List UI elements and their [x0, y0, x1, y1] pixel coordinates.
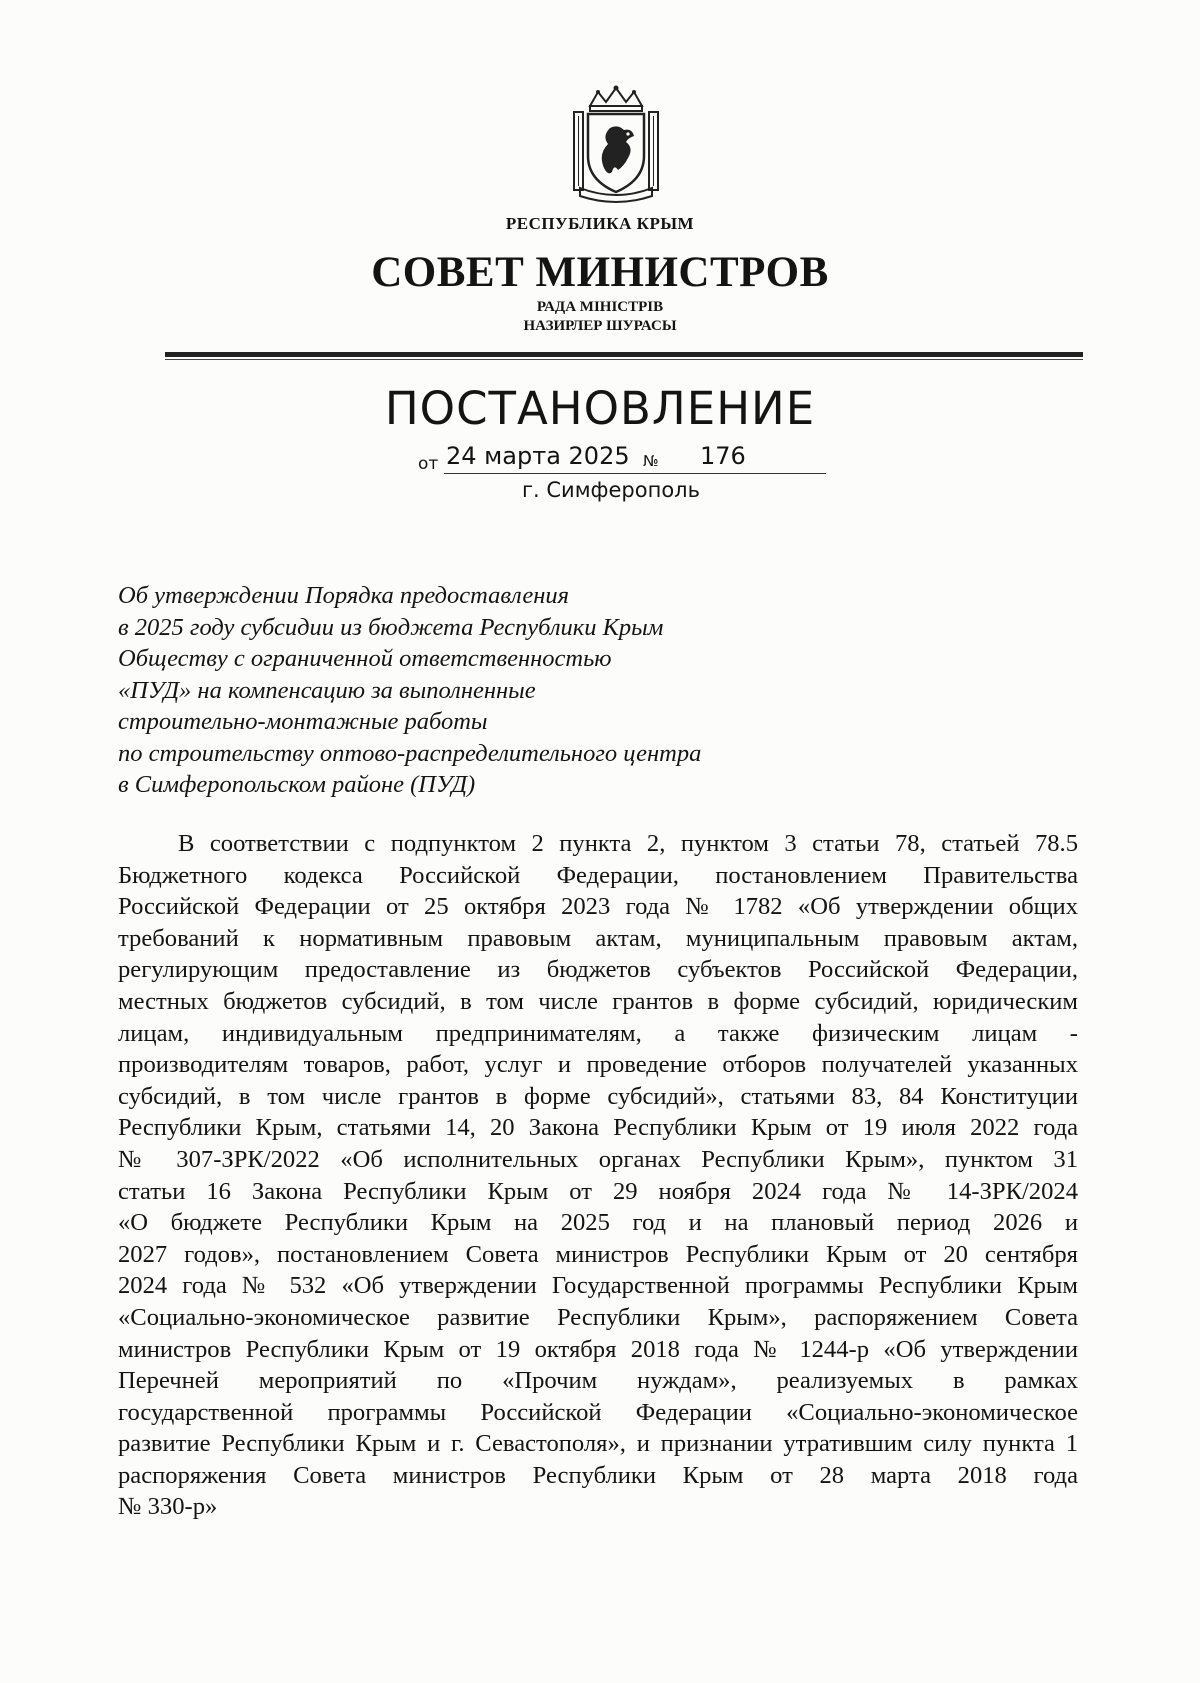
body-line: регулирующим предоставление из бюджетов субъектов Российской Федерации, [118, 956, 1078, 984]
subject-line: Обществу с ограниченной ответственностью [118, 645, 612, 672]
body-line: статьи 16 Закона Республики Крым от 29 ноября 2024 года № 14-ЗРК/2024 [118, 1177, 1078, 1205]
body-line: № 307-ЗРК/2022 «Об исполнительных органах Республики Крым», пунктом 31 [118, 1145, 1078, 1173]
council-title-ukrainian: РАДА МІНІСТРІВ [536, 299, 664, 315]
body-line: № 330-р» [118, 1493, 218, 1521]
header-divider-thick [165, 352, 1083, 357]
republic-name: РЕСПУБЛИКА КРЫМ [505, 214, 695, 233]
body-line: развитие Республики Крым и г. Севастополя», и признании утратившим силу пункта 1 [118, 1430, 1078, 1458]
council-title-crimean-tatar: НАЗИРЛЕР ШУРАСЫ [523, 318, 677, 334]
number-sign: № [643, 452, 659, 470]
council-title-translations [0, 298, 1200, 336]
decree-date-number-line [418, 438, 828, 478]
body-line: «О бюджете Республики Крым на 2025 год и на плановый период 2026 и [118, 1209, 1078, 1237]
body-line: лицам, индивидуальным предпринимателям, а также физическим лицам - [118, 1019, 1078, 1047]
subject-line: в Симферопольском районе (ПУД) [118, 771, 476, 798]
subject-line: «ПУД» на компенсацию за выполненные [118, 676, 536, 704]
body-line: Республики Крым, статьями 14, 20 Закона Республики Крым от 19 июля 2022 года [118, 1114, 1078, 1142]
subject-line: в 2025 году субсидии из бюджета Республики Крым [118, 613, 664, 641]
body-line: 2027 годов», постановлением Совета министров Республики Крым от 20 сентября [118, 1240, 1078, 1268]
decree-subject [118, 580, 838, 801]
body-line: «Социально-экономическое развитие Республики Крым», распоряжением Совета [118, 1303, 1078, 1331]
decree-date: 24 марта 2025 [446, 442, 630, 470]
body-line: В соответствии с подпунктом 2 пункта 2, пунктом 3 статьи 78, статьей 78.5 [178, 830, 1078, 857]
preamble-paragraph [118, 828, 1078, 1523]
body-line: Бюджетного кодекса Российской Федерации, постановлением Правительства [118, 861, 1078, 889]
header-divider-thin [165, 359, 1083, 360]
subject-line: строительно-монтажные работы [118, 708, 488, 735]
body-line: государственной программы Российской Федерации «Социально-экономическое [118, 1398, 1078, 1426]
body-line: 2024 года № 532 «Об утверждении Государственной программы Республики Крым [118, 1272, 1078, 1300]
body-line: Российской Федерации от 25 октября 2023 года № 1782 «Об утверждении общих [118, 893, 1078, 921]
body-line: министров Республики Крым от 19 октября 2018 года № 1244-р «Об утверждении [118, 1335, 1078, 1363]
document-type-title: ПОСТАНОВЛЕНИЕ [384, 382, 816, 435]
subject-line: Об утверждении Порядка предоставления [118, 582, 569, 609]
body-line: распоряжения Совета министров Республики Крым от 28 марта 2018 года [118, 1461, 1078, 1489]
body-line: Перечней мероприятий по «Прочим нуждам», реализуемых в рамках [118, 1367, 1078, 1395]
subject-line: по строительству оптово-распределительного центра [118, 739, 702, 767]
body-line: местных бюджетов субсидий, в том числе грантов в форме субсидий, юридическим [118, 987, 1078, 1015]
body-line: субсидий, в том числе грантов в форме субсидий», статьями 83, 84 Конституции [118, 1082, 1078, 1110]
decree-number: 176 [700, 442, 746, 470]
coat-of-arms-emblem [568, 84, 664, 204]
body-line: требований к нормативным правовым актам, муниципальным правовым актам, [118, 924, 1078, 952]
decree-city: г. Симферополь [522, 478, 700, 502]
date-prefix: от [418, 454, 439, 474]
body-line: производителям товаров, работ, услуг и проведение отборов получателей указанных [118, 1051, 1078, 1079]
date-underline [444, 473, 826, 474]
council-title: СОВЕТ МИНИСТРОВ [371, 249, 829, 296]
